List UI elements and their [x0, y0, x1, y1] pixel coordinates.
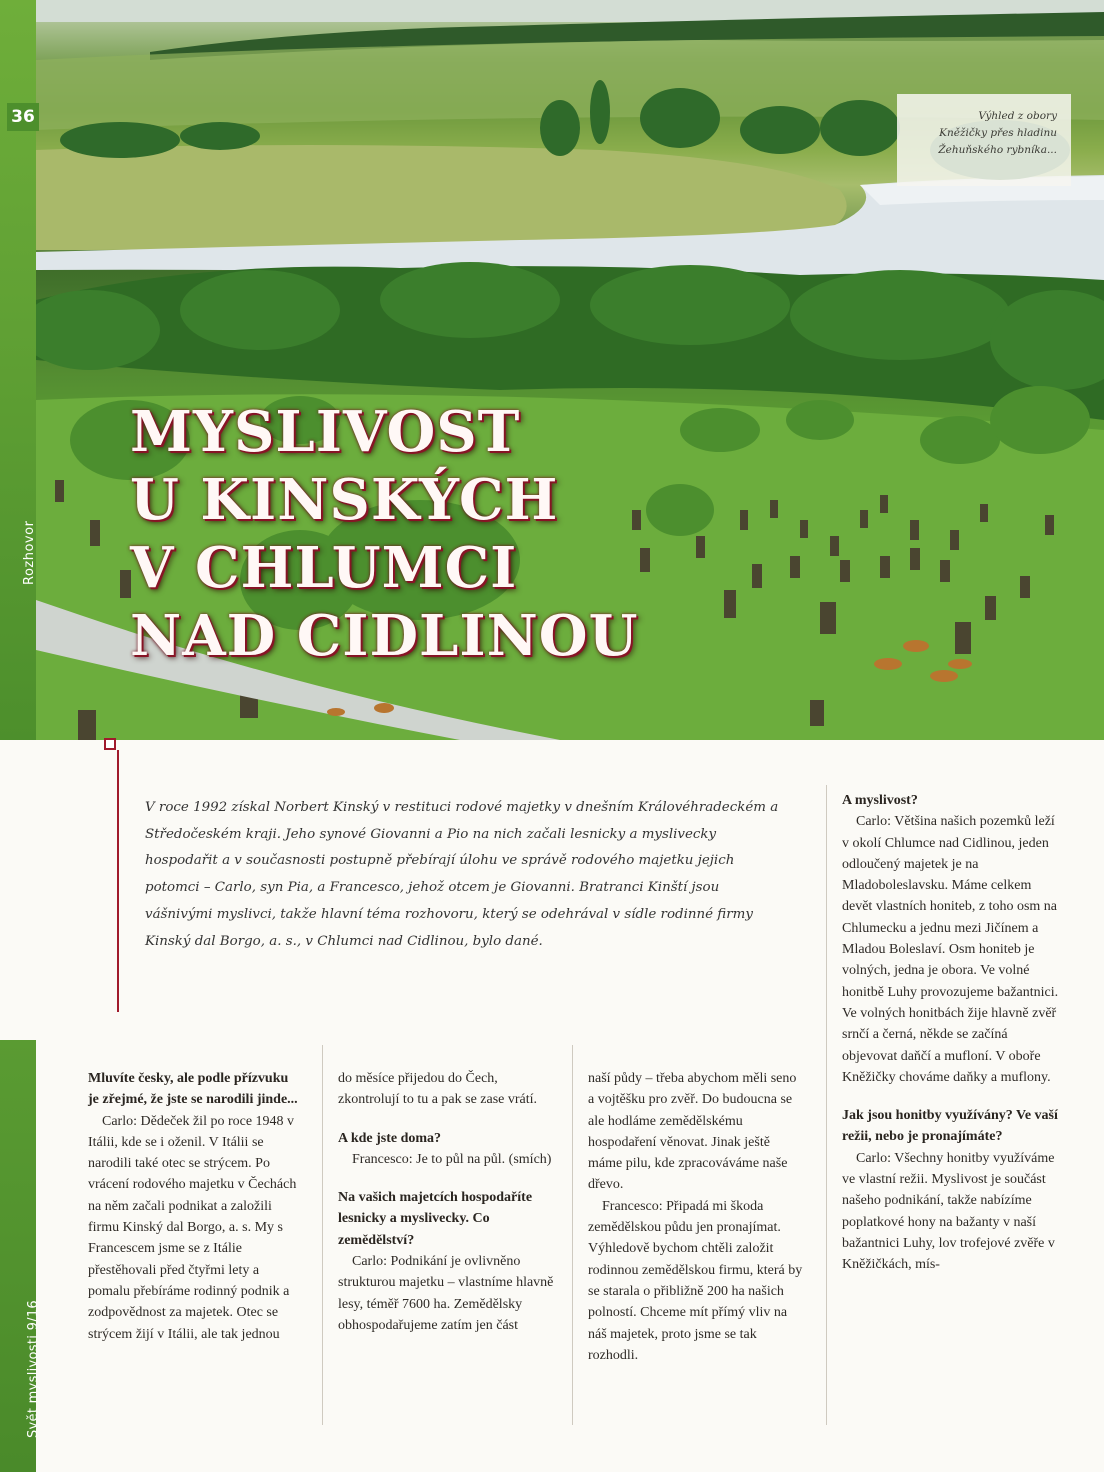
caption-line: Výhled z obory	[978, 110, 1057, 122]
text-column-4	[842, 790, 1064, 1276]
interview-answer: Carlo: Většina našich pozemků leží v okolí Chlumce nad Cidlinou, jeden odloučený majetek je na Mladoboleslavsku. Máme celkem devět vlastních honiteb, z toho osm na Chlumecku a jednu mezi Jičínem a Mladou Boleslaví. Osm honiteb je volných, jedna je obora. Ve volné honitbě Luhy provozujeme bažantnici. Ve volných honitbách žije hlavně zvěř srnčí a černá, někde se začíná objevovat daňčí a mufloní. V oboře Kněžičky chováme daňky a muflony.	[842, 814, 1059, 1085]
lead-rule	[117, 750, 119, 1012]
lead-paragraph: V roce 1992 získal Norbert Kinský v restituci rodové majetky v dnešním Královéhradeckém a Středočeském kraji. Jeho synové Giovanni a Pio na nich začali lesnicky a myslivecky hospodařit a v současnosti postupně přebírají úlohu ve správě rodového majetku jejich potomci – Carlo, syn Pia, a Francesco, jehož otcem je Giovanni. Bratranci Kinští jsou vášnivými myslivci, takže hlavní téma rozhovoru, který se odehrával v sídle rodinné firmy Kinský dal Borgo, a. s., v Chlumci nad Cidlinou, bylo dané.	[145, 800, 779, 949]
magazine-issue-label: Svět myslivosti 9/16	[26, 1300, 41, 1438]
interview-answer: naší půdy – třeba abychom měli seno a vojtěšku pro zvěř. Do budoucna se ale hodláme zemědělskému hospodaření věnovat. Jinak ještě máme pilu, kde zpracováváme naše dřevo.	[588, 1071, 797, 1193]
title-line: NAD CIDLINOU	[130, 603, 639, 669]
interview-answer: Francesco: Je to půl na půl. (smích)	[352, 1151, 552, 1167]
title-line: V CHLUMCI	[130, 535, 518, 601]
photo-caption	[897, 94, 1071, 186]
page-number: 36	[7, 103, 39, 131]
interview-question: Mluvíte česky, ale podle přízvuku je zřejmé, že jste se narodili jinde...	[88, 1071, 298, 1108]
interview-answer: Carlo: Všechny honitby využíváme ve vlastní režii. Myslivost je součást našeho podnikání, takže nabízíme poplatkové hony na bažanty v naší bažantnici Luhy, lov trofejové zvěře v Kněžičkách, mís-	[842, 1150, 1055, 1273]
interview-answer: do měsíce přijedou do Čech, zkontrolují to tu a pak se zase vrátí.	[338, 1071, 538, 1108]
interview-question: A kde jste doma?	[338, 1130, 442, 1146]
interview-answer: Francesco: Připadá mi škoda zemědělskou půdu jen pronajímat. Výhledově bychom chtěli založit rodinnou zemědělskou firmu, která by se starala o přibližně 200 ha našich polností. Chceme mít přímý vliv na náš majetek, proto jsme se tak rozhodli.	[588, 1198, 803, 1363]
text-column-2	[338, 1068, 556, 1336]
column-divider	[572, 1045, 573, 1425]
article-title	[130, 398, 750, 670]
interview-question: A myslivost?	[842, 793, 918, 808]
column-divider	[826, 785, 827, 1425]
caption-line: Žehuňského rybníka...	[938, 144, 1057, 156]
interview-question: Na vašich majetcích hospodaříte lesnicky a myslivecky. Co zemědělství?	[338, 1190, 533, 1248]
interview-answer: Carlo: Dědeček žil po roce 1948 v Itálii, kde se i oženil. V Itálii se narodili také otec se strýcem. Po vrácení rodového majetku v Čechách na něm začali podnikat a založili firmu Kinský dal Borgo, a. s. My s Francescem jsme se z Itálie přestěhovali před čtyřmi lety a pomalu přebíráme rodinný podnik a zodpovědnost za majetek. Otec se strýcem žijí v Itálii, ale tak jednou	[88, 1113, 297, 1342]
interview-question: Jak jsou honitby využívány? Ve vaší režii, nebo je pronajímáte?	[842, 1108, 1058, 1145]
title-line: U KINSKÝCH	[130, 467, 559, 533]
text-column-3	[588, 1068, 804, 1366]
title-line: MYSLIVOST	[130, 399, 521, 465]
section-label: Rozhovor	[22, 520, 37, 585]
column-divider	[322, 1045, 323, 1425]
caption-line: Kněžičky přes hladinu	[939, 127, 1057, 139]
interview-answer: Carlo: Podnikání je ovlivněno strukturou majetku – vlastníme hlavně lesy, téměř 7600 ha. Zemědělsky obhospodařujeme zatím jen část	[338, 1254, 554, 1333]
lead-marker	[104, 738, 116, 750]
text-column-1	[88, 1068, 302, 1345]
